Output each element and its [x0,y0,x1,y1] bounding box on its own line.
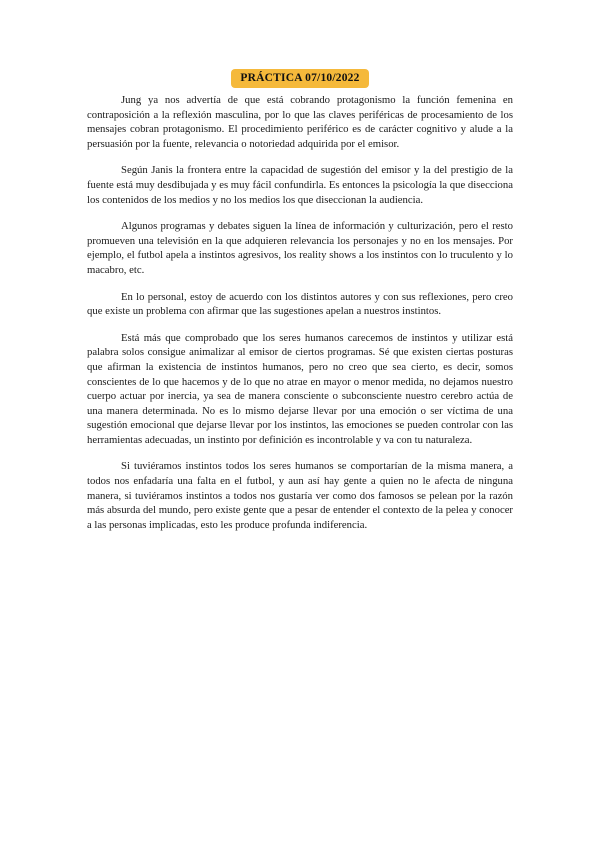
paragraph-6: Si tuviéramos instintos todos los seres humanos se comportarían de la misma manera, a todos nos enfadaría una falta en el futbol, y aun así hay gente a quien no le afecta de ninguna manera, si tuviéramos instintos a todos nos gustaría ver como dos famosos se pelean por la razón más absurda del mundo, pero existe gente que a pesar de entender el contexto de la pelea y conocer a las personas implicadas, esto les produce profunda indiferencia. [87,460,513,531]
paragraph-4: En lo personal, estoy de acuerdo con los distintos autores y con sus reflexiones, pero creo que existe un problema con afirmar que las sugestiones apelan a nuestros instintos. [87,290,513,318]
paragraph-3: Algunos programas y debates siguen la línea de información y culturización, pero el resto promueven una televisión en la que adquieren relevancia los personajes y no en los mensajes. Por ejemplo, el futbol apela a instintos agresivos, los reality shows a los instintos con lo truculento y lo macabro, etc. [87,220,513,276]
paragraph-2: Según Janis la frontera entre la capacidad de sugestión del emisor y la del prestigio de la fuente está muy desdibujada y es muy fácil confundirla. Es entonces la psicología la que disecciona los contenidos de los medios y no los medios los que diseccionan la audiencia. [87,164,513,206]
paragraph-5: Está más que comprobado que los seres humanos carecemos de instintos y utilizar está palabra solos consigue animalizar al emisor de ciertos programas. Sé que existen ciertas posturas que afirman la existencia de instintos humanos, pero no creo que sea cierto, es decir, somos conscientes de lo que hacemos y de lo que no atrae en mayor o menor medida, no dejamos nuestro cuerpo actuar por inercia, ya sea de manera consciente o subconsciente nuestro cerebro actúa de una manera determinada. No es lo mismo dejarse llevar por una emoción o ser víctima de una sugestión emocional que dejarse llevar por los instintos, las emociones se pueden controlar con las herramientas adecuadas, un instinto por definición es incontrolable y va con tu naturaleza. [87,331,513,446]
paragraph-1: Jung ya nos advertía de que está cobrando protagonismo la función femenina en contraposición a la reflexión masculina, por lo que las claves periféricas de procesamiento de los mensajes cobran protagonismo. El procedimiento periférico es de carácter cognitivo y alude a la persuasión por la fuente, relevancia o notoriedad adquirida por el emisor. [87,94,513,150]
document-body [87,93,513,544]
page-title: PRÁCTICA 07/10/2022 [231,69,368,88]
title-wrapper [0,68,600,88]
